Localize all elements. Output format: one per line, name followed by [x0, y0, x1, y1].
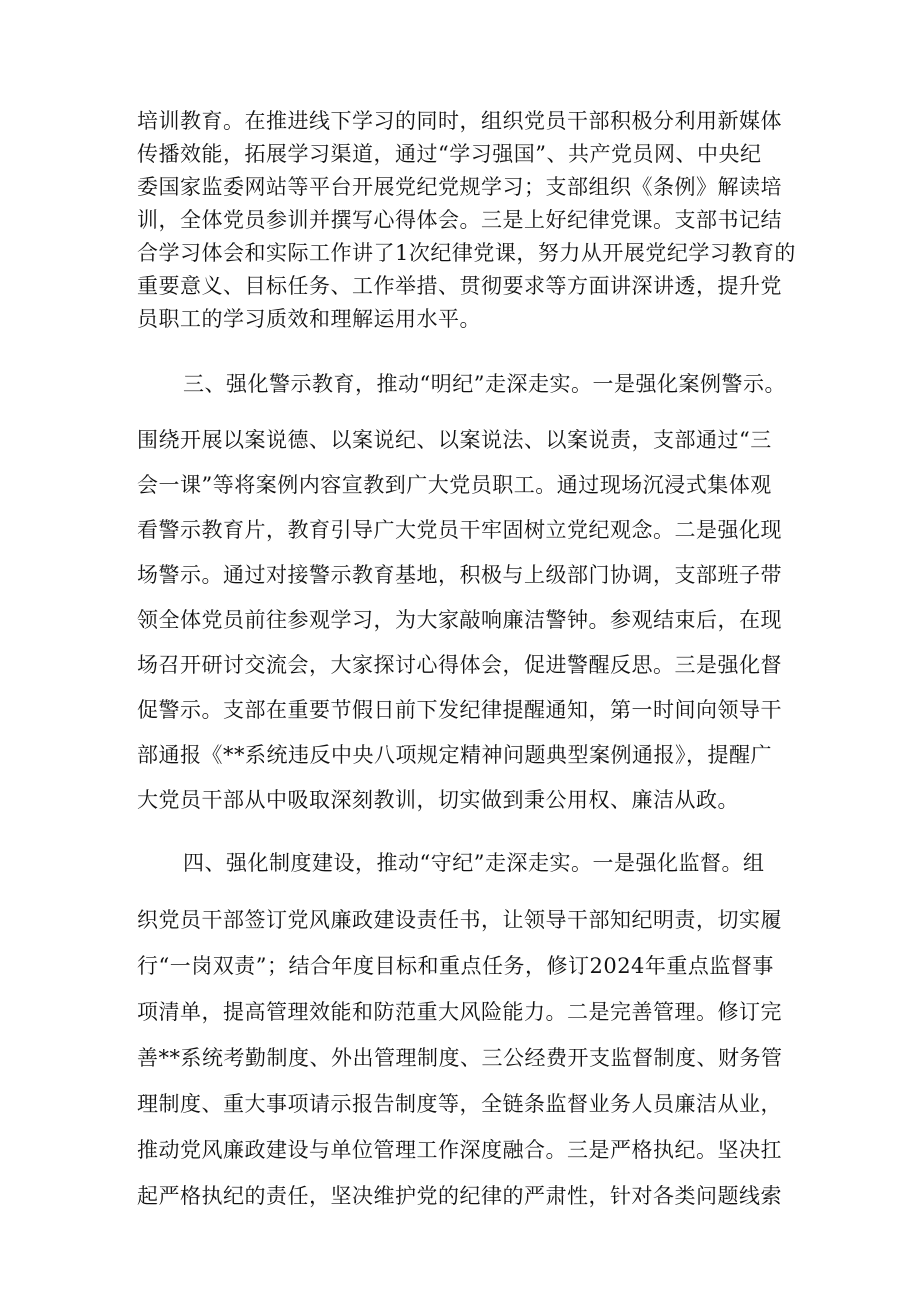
section-heading-line: 四、强化制度建设，推动“守纪”走深走实。一是强化监督。组 — [183, 851, 765, 875]
text-line: 大党员干部从中吸取深刻教训，切实做到秉公用权、廉洁从政。 — [137, 788, 739, 812]
text-line: 起严格执纪的责任，坚决维护党的纪律的严肃性，针对各类问题线索 — [137, 1184, 782, 1208]
text-line: 员职工的学习质效和理解运用水平。 — [137, 307, 481, 331]
text-line: 领全体党员前往参观学习，为大家敲响廉洁警钟。参观结束后，在现 — [137, 608, 782, 632]
text-line: 传播效能，拓展学习渠道，通过“学习强国”、共产党员网、中央纪 — [137, 142, 762, 166]
text-line: 合学习体会和实际工作讲了1次纪律党课，努力从开展党纪学习教育的 — [137, 241, 796, 265]
text-line: 培训教育。在推进线下学习的同时，组织党员干部积极分利用新媒体 — [137, 109, 782, 133]
text-line: 善**系统考勤制度、外出管理制度、三公经费开支监督制度、财务管 — [137, 1046, 783, 1070]
text-line: 部通报《**系统违反中央八项规定精神问题典型案例通报》，提醒广 — [137, 743, 772, 767]
text-line: 织党员干部签订党风廉政建设责任书，让领导干部知纪明责，切实履 — [137, 908, 782, 932]
text-line: 看警示教育片，教育引导广大党员干牢固树立党纪观念。二是强化现 — [137, 518, 782, 542]
text-line: 会一课”等将案例内容宣教到广大党员职工。通过现场沉浸式集体观 — [137, 473, 772, 497]
text-line: 项清单，提高管理效能和防范重大风险能力。二是完善管理。修订完 — [137, 1000, 782, 1024]
text-line: 行“一岗双责”；结合年度目标和重点任务，修订2024年重点监督事 — [137, 954, 774, 978]
text-line: 训，全体党员参训并撰写心得体会。三是上好纪律党课。支部书记结 — [137, 208, 782, 232]
text-line: 推动党风廉政建设与单位管理工作深度融合。三是严格执纪。坚决扛 — [137, 1138, 782, 1162]
text-line: 委国家监委网站等平台开展党纪党规学习；支部组织《条例》解读培 — [137, 175, 782, 199]
text-line: 围绕开展以案说德、以案说纪、以案说法、以案说责，支部通过“三 — [137, 428, 772, 452]
text-line: 重要意义、目标任务、工作举措、贯彻要求等方面讲深讲透，提升党 — [137, 274, 782, 298]
text-line: 促警示。支部在重要节假日前下发纪律提醒通知，第一时间向领导干 — [137, 698, 782, 722]
text-line: 场警示。通过对接警示教育基地，积极与上级部门协调，支部班子带 — [137, 563, 782, 587]
text-line: 场召开研讨交流会，大家探讨心得体会，促进警醒反思。三是强化督 — [137, 653, 782, 677]
section-heading-line: 三、强化警示教育，推动“明纪”走深走实。一是强化案例警示。 — [183, 372, 786, 396]
text-line: 理制度、重大事项请示报告制度等，全链条监督业务人员廉洁从业， — [137, 1092, 782, 1116]
